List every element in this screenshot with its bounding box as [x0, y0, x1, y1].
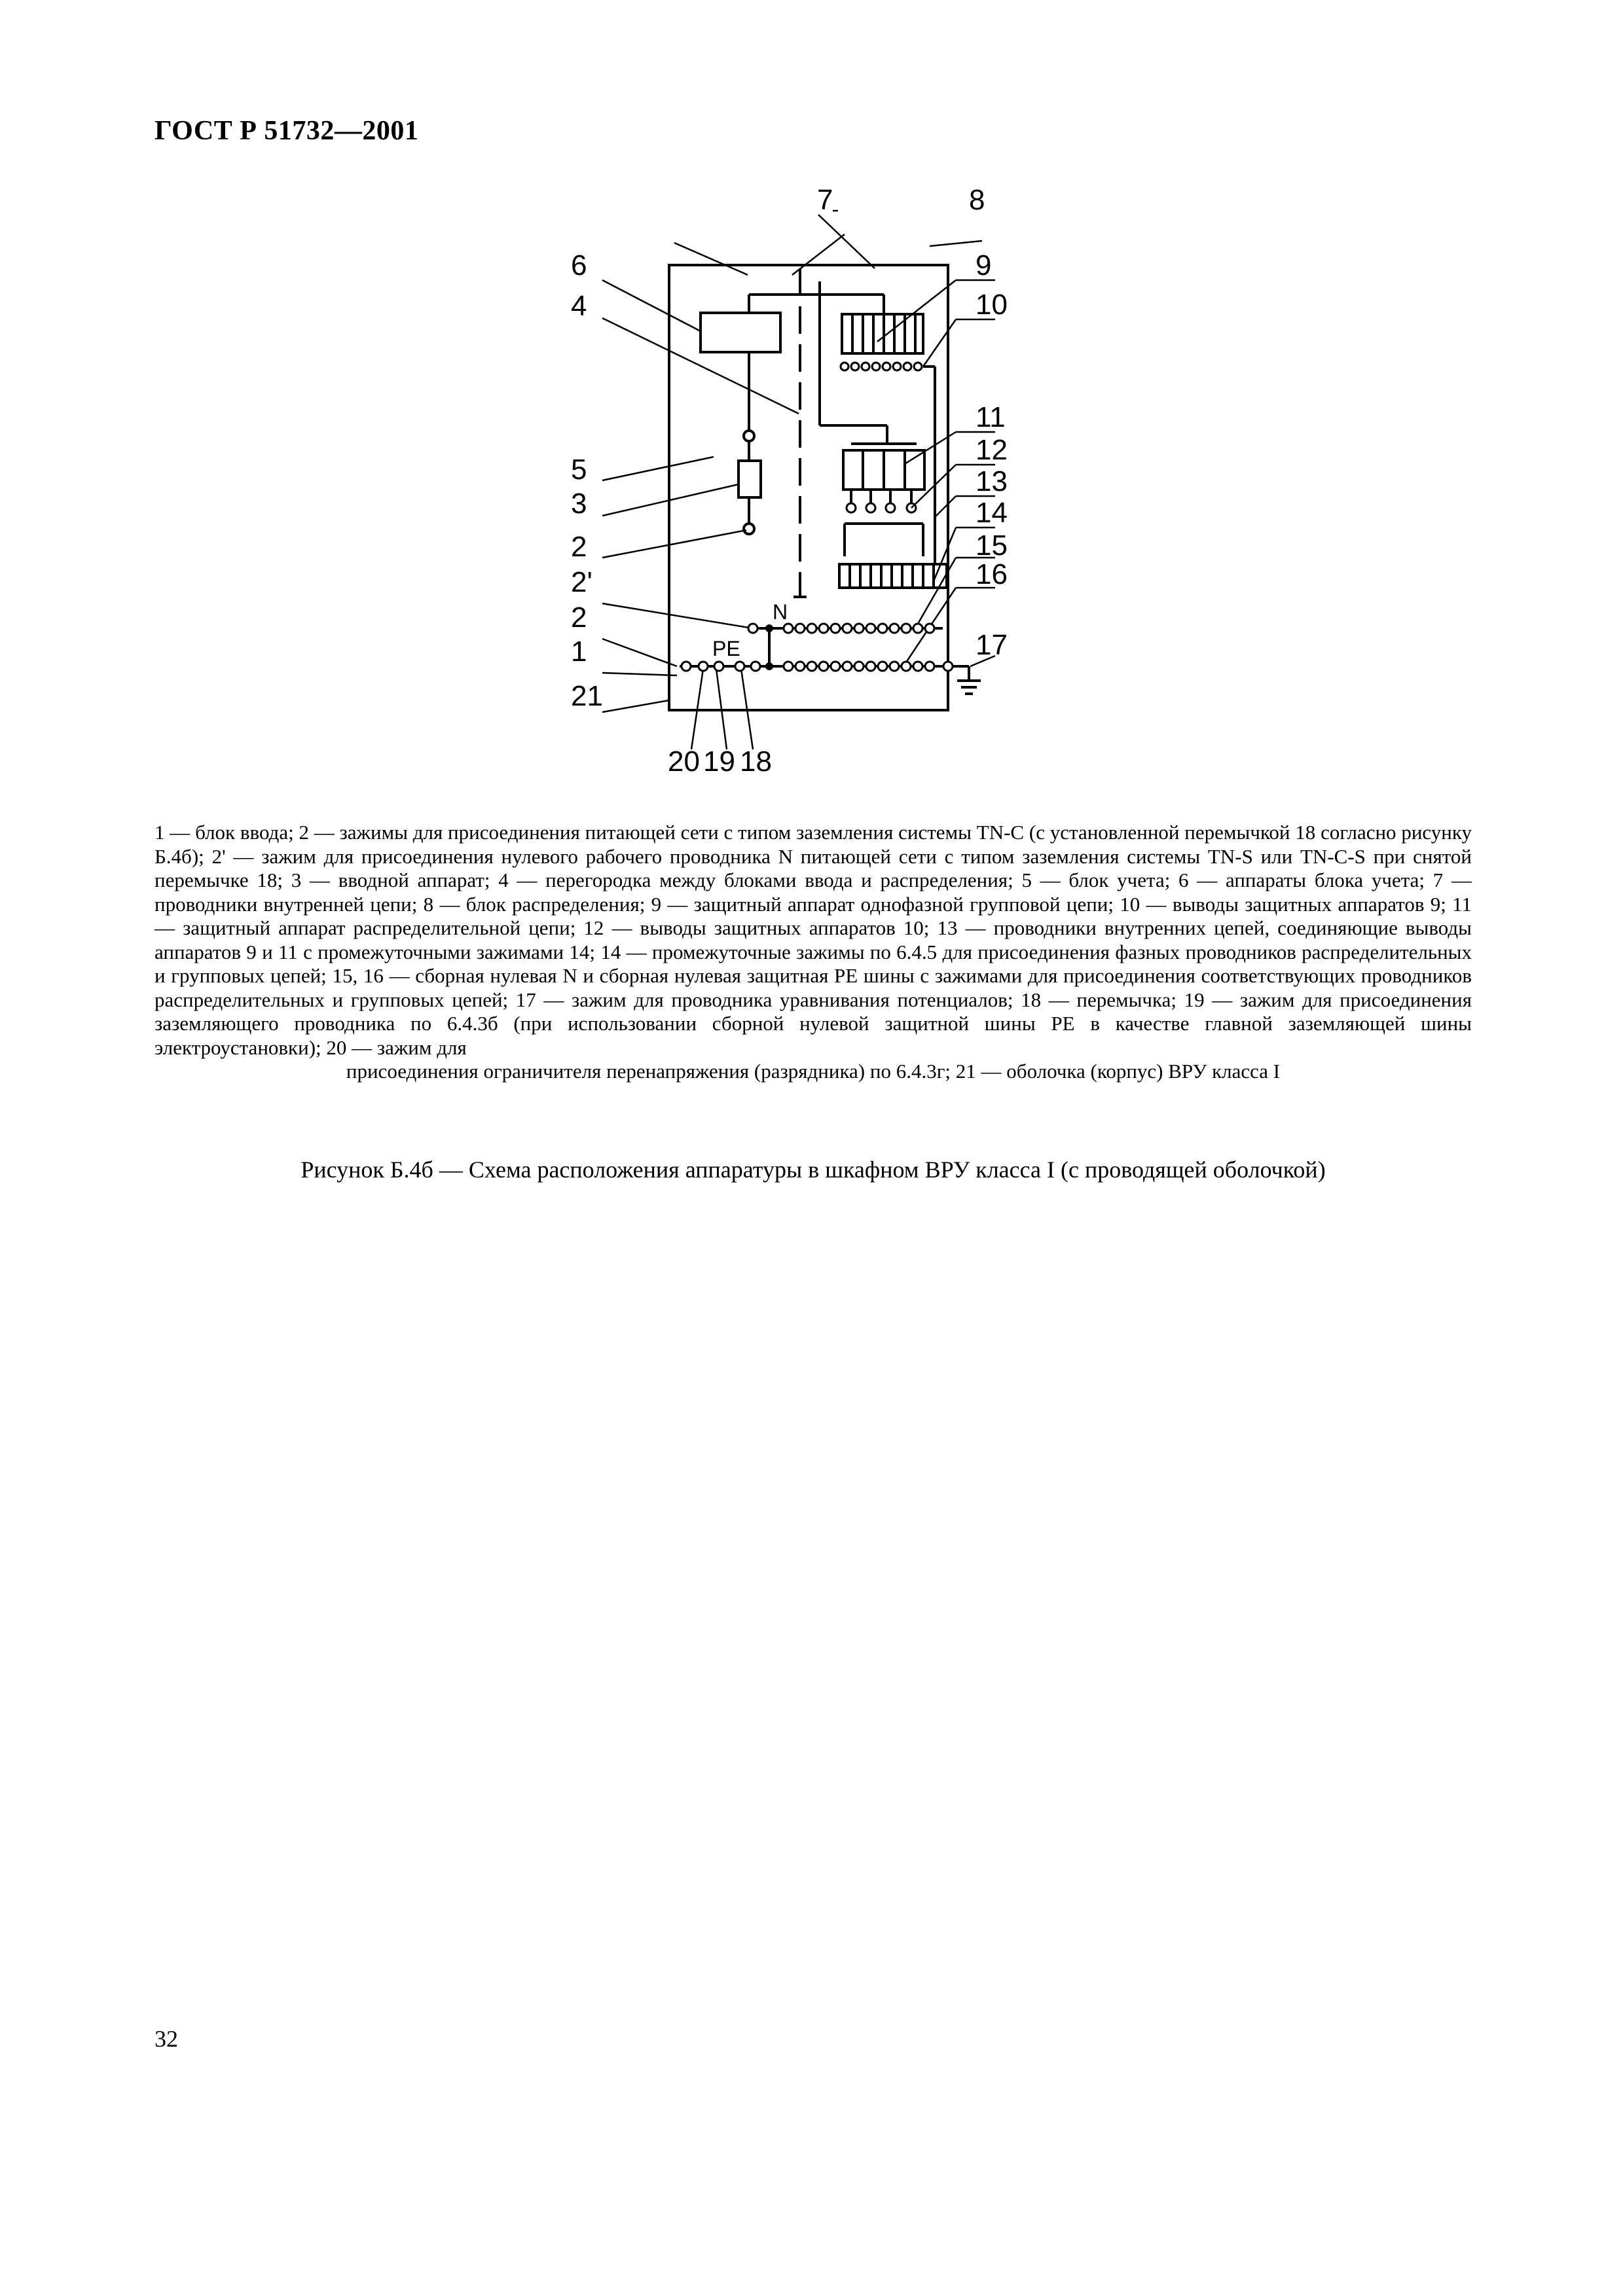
enclosure-outline	[669, 265, 948, 710]
label-7: 7	[817, 184, 833, 216]
document-header: ГОСТ Р 51732—2001	[155, 116, 419, 146]
legend-last-line: присоединения ограничителя перенапряжения (разрядника) по 6.4.3г; 21 — оболочка (корпус) ВРУ класса I	[346, 1060, 1281, 1083]
figure-caption: Рисунок Б.4б — Схема расположения аппаратуры в шкафном ВРУ класса I (с проводящей оболочкой)	[301, 1157, 1326, 1183]
label-8: 8	[969, 184, 985, 216]
label-12: 12	[976, 434, 1008, 466]
label-15: 15	[976, 529, 1008, 562]
label-11: 11	[976, 401, 1006, 433]
figure-diagram	[537, 177, 1061, 805]
label-2-prime: 2'	[571, 566, 593, 598]
label-1: 1	[571, 636, 587, 668]
label-16: 16	[976, 558, 1008, 590]
label-10: 10	[976, 289, 1008, 321]
label-2b: 2	[571, 601, 587, 634]
label-17: 17	[976, 629, 1008, 661]
label-pe: PE	[712, 637, 740, 660]
label-13: 13	[976, 465, 1008, 497]
legend-text: 1 — блок ввода; 2 — зажимы для присоединения питающей сети с типом заземления системы TN-C (с установленной перемычкой 18 согласно рисунку Б.4б); 2' — зажим для присоединения нулевого рабочего проводника N питающей сети с типом заземления системы TN-S или TN-C-S при снятой перемычке 18; 3 — вводной аппарат; 4 — перегородка между блоками ввода и распределения; 5 — блок учета; 6 — аппараты блока учета; 7 — проводники внутренней цепи; 8 — блок распределения; 9 — защитный аппарат однофазной групповой цепи; 10 — выводы защитных аппаратов 9; 11 — защитный аппарат распределительной цепи; 12 — выводы защитных аппаратов 10; 13 — проводники внутренних цепей, соединяющие выводы аппаратов 9 и 11 с промежуточными зажимами 14; 14 — промежуточные зажимы по 6.4.5 для присоединения фазных проводников распределительных и групповых цепей; 15, 16 — сборная нулевая N и сборная нулевая защитная PE шины с зажимами для присоединения соответствующих проводников распределительных и групповых цепей; 17 — зажим для проводника уравнивания потенциалов; 18 — перемычка; 19 — зажим для присоединения заземляющего проводника по 6.4.3б (при использовании сборной нулевой защитной шины PE в качестве главной заземляющей шины электроустановки); 20 — зажим для	[155, 821, 1472, 1059]
label-6: 6	[571, 249, 587, 281]
label-9: 9	[976, 249, 992, 281]
label-19: 19	[703, 745, 735, 778]
label-n: N	[773, 600, 788, 624]
label-21: 21	[571, 680, 603, 712]
label-18: 18	[740, 745, 772, 778]
label-20: 20	[668, 745, 700, 778]
label-2a: 2	[571, 531, 587, 563]
label-4: 4	[571, 290, 587, 322]
figure-legend	[155, 821, 1472, 1084]
switchboard-scheme	[537, 177, 1061, 805]
label-5: 5	[571, 454, 587, 486]
meter-device	[701, 313, 780, 352]
page-number: 32	[155, 2026, 178, 2052]
label-14: 14	[976, 497, 1008, 529]
label-3: 3	[571, 488, 587, 520]
input-device	[739, 461, 761, 497]
